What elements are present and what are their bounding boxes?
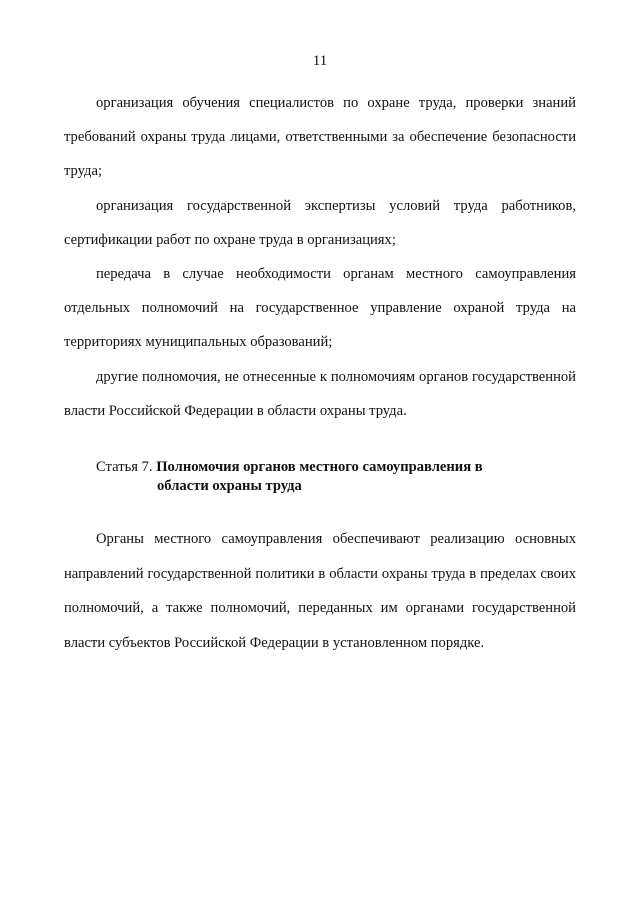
body-text bbox=[64, 86, 576, 428]
paragraph-delegation: передача в случае необходимости органам местного самоуправления отдельных полномочий на государственное управление охраной труда на территориях муниципальных образований; bbox=[64, 266, 576, 351]
paragraph-training: организация обучения специалистов по охране труда, проверки знаний требований охраны труда лицами, ответственными за обеспечение безопасности труда; bbox=[64, 95, 576, 180]
article-body bbox=[64, 522, 576, 660]
article-title-line2: области охраны труда bbox=[157, 478, 302, 494]
paragraph-expertise: организация государственной экспертизы условий труда работников, сертификации работ по охране труда в организациях; bbox=[64, 197, 576, 248]
article-paragraph: Органы местного самоуправления обеспечивают реализацию основных направлений государственной политики в области охраны труда в пределах своих полномочий, а также полномочий, переданных им органами государственной власти субъектов Российской Федерации в установленном порядке. bbox=[64, 531, 576, 651]
article-title-line1: Полномочия органов местного самоуправления в bbox=[156, 459, 483, 475]
article-label: Статья 7. bbox=[96, 459, 153, 475]
article-heading bbox=[96, 458, 483, 496]
paragraph-other-powers: другие полномочия, не отнесенные к полномочиям органов государственной власти Российской Федерации в области охраны труда. bbox=[64, 368, 576, 419]
page-number: 11 bbox=[312, 53, 328, 69]
